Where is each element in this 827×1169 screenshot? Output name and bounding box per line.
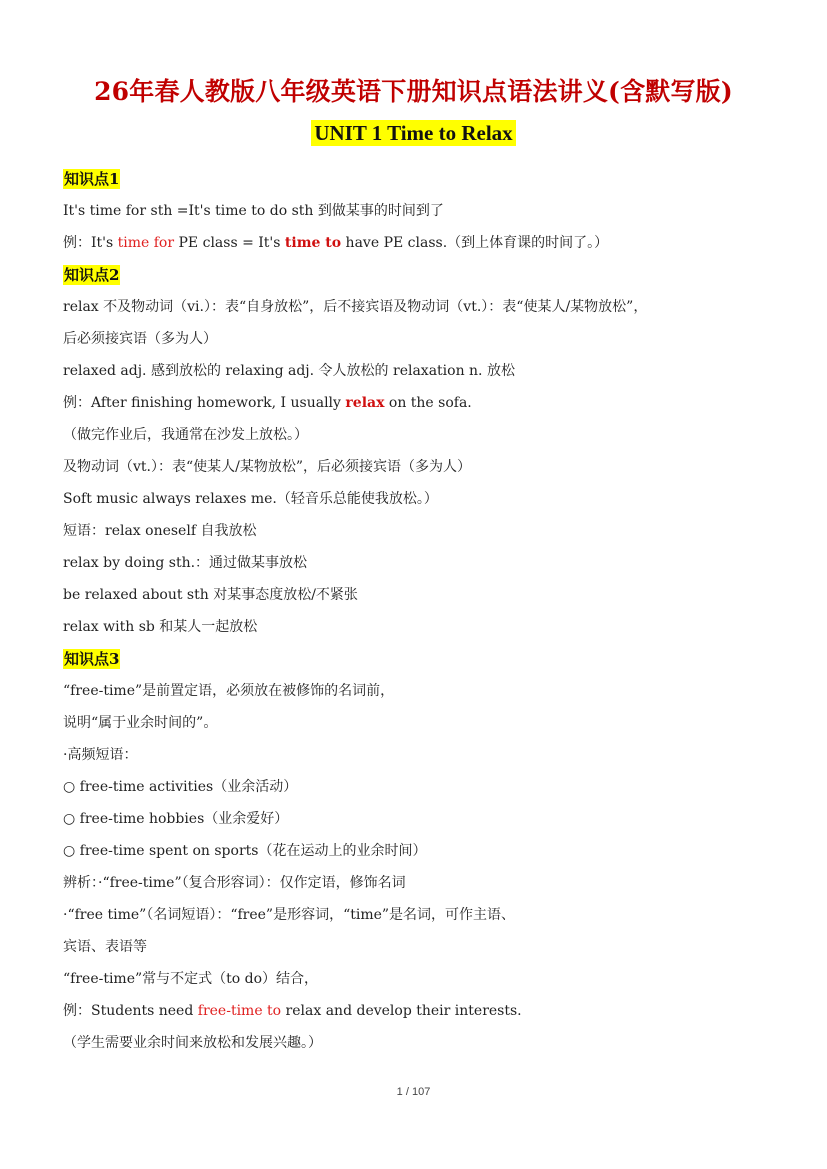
kp3-line-6: ○ free-time spent on sports（花在运动上的业余时间） xyxy=(63,843,427,859)
kp3-ex-a: 例：Students need xyxy=(63,1003,198,1019)
kp3-line-1: “free-time”是前置定语，必须放在被修饰的名词前， xyxy=(63,683,395,699)
kp2-line-7: Soft music always relaxes me.（轻音乐总能使我放松。） xyxy=(63,491,438,507)
kp2-heading xyxy=(63,265,120,286)
kp3-line-5: ○ free-time hobbies（业余爱好） xyxy=(63,811,289,827)
kp3-line-10: “free-time”常与不定式（to do）结合， xyxy=(63,971,319,987)
kp1-ex-highlight-1: time for xyxy=(117,235,175,251)
kp2-example xyxy=(63,393,472,413)
kp1-ex-c: PE class = It's xyxy=(174,235,285,251)
kp3-ex-c: relax and develop their interests. xyxy=(281,1003,522,1019)
kp2-line-1: relax 不及物动词（vi.）：表“自身放松”，后不接宾语及物动词（vt.）：表“使某人/某物放松”， xyxy=(63,299,648,315)
kp1-ex-highlight-2: time to xyxy=(284,235,342,251)
kp1-ex-a: 例：It's xyxy=(63,235,118,251)
kp2-line-10: be relaxed about sth 对某事态度放松/不紧张 xyxy=(63,587,358,603)
kp1-example xyxy=(63,233,608,253)
kp1-heading xyxy=(63,169,120,190)
kp2-line-5: （做完作业后，我通常在沙发上放松。） xyxy=(63,427,308,443)
document-title: 26年春人教版八年级英语下册知识点语法讲义(含默写版) xyxy=(94,77,733,106)
kp1-line-1: It's time for sth =It's time to do sth 到做某事的时间到了 xyxy=(63,203,444,219)
kp2-line-2: 后必须接宾语（多为人） xyxy=(63,331,217,347)
kp2-label: 知识点2 xyxy=(64,266,120,284)
kp2-ex-c: on the sofa. xyxy=(384,395,472,411)
kp2-ex-a: 例：After finishing homework, I usually xyxy=(63,395,346,411)
kp3-heading xyxy=(63,649,120,670)
kp3-label: 知识点3 xyxy=(64,650,120,668)
kp3-line-7: 辨析：·“free-time”（复合形容词）：仅作定语，修饰名词 xyxy=(63,875,406,891)
kp3-line-4: ○ free-time activities（业余活动） xyxy=(63,779,298,795)
kp2-line-8: 短语：relax oneself 自我放松 xyxy=(63,523,257,539)
kp2-ex-highlight: relax xyxy=(345,395,385,411)
kp2-line-9: relax by doing sth.：通过做某事放松 xyxy=(63,555,308,571)
kp3-line-9: 宾语、表语等 xyxy=(63,939,147,955)
unit-heading xyxy=(0,121,827,146)
kp3-line-12: （学生需要业余时间来放松和发展兴趣。） xyxy=(63,1035,322,1051)
kp3-ex-highlight: free-time to xyxy=(197,1003,282,1019)
kp3-line-3: ·高频短语： xyxy=(63,747,138,763)
page-number: 1 / 107 xyxy=(396,1086,431,1098)
kp3-example xyxy=(63,1001,522,1021)
kp2-line-6: 及物动词（vt.）：表“使某人/某物放松”，后必须接宾语（多为人） xyxy=(63,459,472,475)
kp3-line-2: 说明“属于业余时间的”。 xyxy=(63,715,218,731)
kp2-line-11: relax with sb 和某人一起放松 xyxy=(63,619,258,635)
kp2-line-3: relaxed adj. 感到放松的 relaxing adj. 令人放松的 relaxation n. 放松 xyxy=(63,363,515,379)
kp1-label: 知识点1 xyxy=(64,170,120,188)
kp1-ex-e: have PE class.（到上体育课的时间了。） xyxy=(341,235,609,251)
kp3-line-8: ·“free time”（名词短语）：“free”是形容词，“time”是名词，可作主语、 xyxy=(63,907,516,923)
unit-heading-text: UNIT 1 Time to Relax xyxy=(311,120,515,146)
